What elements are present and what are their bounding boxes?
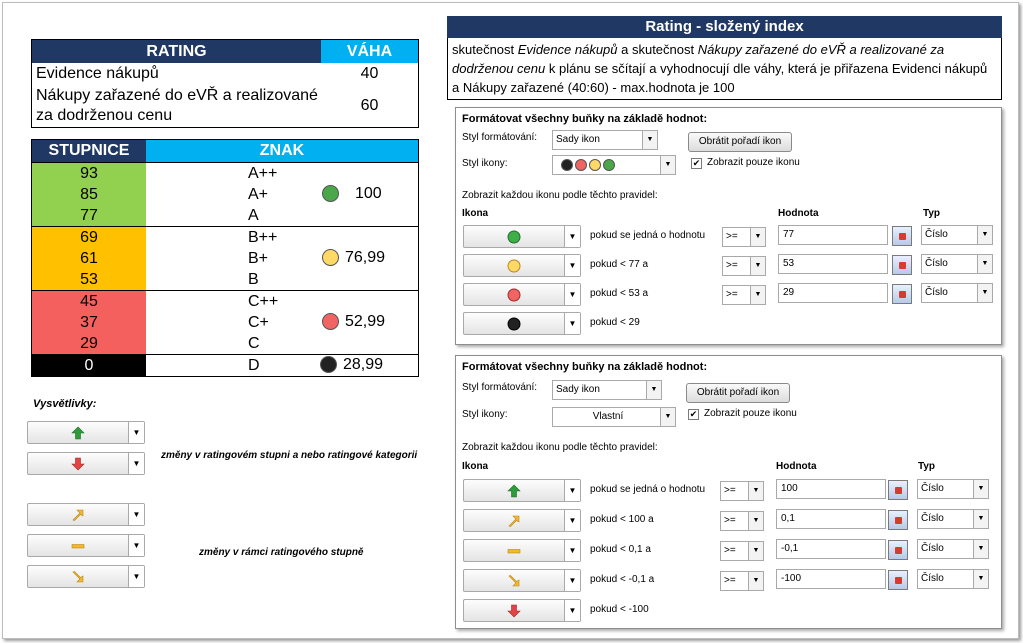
col-value: Hodnota [778, 208, 819, 219]
scale-mark: B [248, 271, 259, 288]
scale-band-values [32, 163, 146, 226]
type-select[interactable] [921, 254, 993, 274]
green-circle-icon [464, 230, 564, 244]
rules-label: Zobrazit každou ikonu podle těchto pravidel: [462, 190, 658, 201]
threshold-value: 76,99 [345, 248, 386, 266]
icon-style-value: Vlastní [592, 411, 624, 422]
desc-text: skutečnost [452, 42, 518, 57]
scale-number: 45 [80, 293, 98, 310]
operator-value: >= [726, 231, 738, 242]
yellow-dash-icon [71, 539, 85, 553]
chevron-down-icon: ▼ [660, 156, 675, 174]
type-value: Číslo [925, 287, 948, 298]
rule-condition: pokud < 77 a [590, 259, 649, 270]
arrow-upright-dropdown[interactable] [27, 503, 145, 526]
operator-select[interactable] [720, 481, 764, 501]
scale-band-threshold [322, 249, 385, 267]
chevron-down-icon: ▼ [564, 255, 580, 276]
figure-frame [2, 2, 1019, 639]
threshold-input[interactable]: -0,1 [776, 539, 886, 559]
icon-select[interactable] [463, 479, 581, 502]
desc-text: k plánu se sčítají a vyhodnocují dle váhy, která je přiřazena Evidenci nákupů a Nákupy zařazené (40:60) - max.hodnota je 100 [452, 61, 988, 95]
type-select[interactable] [917, 509, 989, 529]
style-format-value: Sady ikon [556, 384, 600, 395]
type-select[interactable] [917, 569, 989, 589]
format-rules-panel-2 [455, 355, 1002, 629]
composite-index-description [447, 38, 1002, 100]
chevron-down-icon: ▼ [973, 540, 988, 558]
yellow-up-right-arrow-icon [71, 508, 85, 522]
style-format-select[interactable] [552, 380, 662, 400]
operator-value: >= [724, 485, 736, 496]
reverse-icons-button[interactable]: Obrátit pořadí ikon [686, 383, 790, 403]
threshold-value: 28,99 [343, 355, 384, 373]
arrow-downright-dropdown[interactable] [27, 565, 145, 588]
chevron-down-icon: ▼ [642, 131, 657, 149]
chevron-down-icon: ▼ [564, 510, 580, 531]
chevron-down-icon: ▼ [748, 512, 763, 530]
rating-header: RATING [32, 40, 321, 63]
icon-style-label: Styl ikony: [462, 158, 508, 169]
scale-header: STUPNICE [32, 140, 146, 162]
scale-number: 29 [80, 335, 98, 352]
scale-number: 0 [84, 357, 94, 374]
chevron-down-icon: ▼ [973, 480, 988, 498]
yellow-dash-icon [464, 544, 564, 558]
rule-condition: pokud < 53 a [590, 288, 649, 299]
circle-icon [322, 249, 339, 266]
style-format-label: Styl formátování: [462, 132, 538, 143]
scale-number: 85 [80, 186, 98, 203]
scale-number: 53 [80, 271, 98, 288]
operator-value: >= [726, 289, 738, 300]
chevron-down-icon: ▼ [564, 226, 580, 247]
scale-mark: C++ [248, 293, 279, 310]
icon-select[interactable] [463, 569, 581, 592]
format-rules-panel-1 [455, 107, 1002, 345]
type-value: Číslo [921, 573, 944, 584]
rule-condition: pokud < 0,1 a [590, 544, 651, 555]
threshold-input[interactable]: 29 [778, 283, 888, 303]
red-down-arrow-icon [464, 604, 564, 618]
threshold-value: 52,99 [345, 312, 386, 330]
rating-row-weight: 40 [360, 65, 379, 82]
operator-select[interactable] [720, 571, 764, 591]
cell-picker-icon[interactable] [888, 510, 908, 530]
scale-band-threshold [322, 313, 385, 331]
style-format-select[interactable] [552, 130, 658, 150]
icon-select[interactable] [463, 599, 581, 622]
cell-picker-icon[interactable] [888, 570, 908, 590]
legend-note-within: změny v rámci ratingového stupně [199, 547, 364, 558]
scale-band-values [32, 355, 146, 376]
chevron-down-icon: ▼ [564, 540, 580, 561]
threshold-input[interactable]: 0,1 [776, 509, 886, 529]
chevron-down-icon: ▼ [564, 313, 580, 334]
chevron-down-icon: ▼ [977, 255, 992, 273]
rule-condition: pokud se jedná o hodnotu [590, 230, 706, 241]
rule-condition: pokud < -0,1 a [590, 574, 655, 585]
chevron-down-icon: ▼ [660, 408, 675, 426]
chevron-down-icon: ▼ [128, 566, 144, 587]
threshold-value: 100 [355, 184, 382, 202]
scale-band-marks [146, 227, 277, 290]
chevron-down-icon: ▼ [128, 504, 144, 525]
col-value: Hodnota [776, 461, 817, 472]
scale-number: 77 [80, 207, 98, 224]
col-icon: Ikona [462, 208, 489, 219]
type-select[interactable] [917, 539, 989, 559]
icon-style-select[interactable] [552, 155, 676, 175]
chevron-down-icon: ▼ [977, 226, 992, 244]
legend-title: Vysvětlivky: [33, 398, 97, 410]
chevron-down-icon: ▼ [750, 257, 765, 275]
col-type: Typ [923, 208, 941, 219]
icon-set-preview [561, 159, 615, 171]
scale-band-threshold [320, 356, 383, 374]
scale-mark: A+ [248, 186, 269, 203]
desc-italic: Evidence nákupů [517, 42, 618, 57]
yellow-up-right-arrow-icon [464, 514, 564, 528]
mark-header: ZNAK [146, 140, 418, 162]
scale-band [32, 354, 418, 376]
rule-condition: pokud < 29 [590, 317, 640, 328]
type-value: Číslo [925, 229, 948, 240]
yellow-down-right-arrow-icon [464, 574, 564, 588]
scale-band [32, 290, 418, 354]
scale-number: 37 [80, 314, 98, 331]
red-circle-icon [464, 288, 564, 302]
operator-select[interactable] [720, 511, 764, 531]
scale-band-threshold [322, 185, 382, 203]
threshold-input[interactable]: 100 [776, 479, 886, 499]
type-value: Číslo [921, 513, 944, 524]
scale-mark: B+ [248, 250, 269, 267]
cell-picker-icon[interactable] [892, 226, 912, 246]
rating-weight-table [31, 39, 419, 128]
yellow-circle-icon [464, 259, 564, 273]
reverse-icons-button[interactable]: Obrátit pořadí ikon [688, 132, 792, 152]
chevron-down-icon: ▼ [748, 572, 763, 590]
operator-value: >= [724, 515, 736, 526]
scale-band-marks [146, 291, 278, 354]
chevron-down-icon: ▼ [973, 510, 988, 528]
type-select[interactable] [917, 479, 989, 499]
type-value: Číslo [921, 483, 944, 494]
icon-style-select[interactable] [552, 407, 676, 427]
rule-condition: pokud se jedná o hodnotu [590, 484, 706, 495]
operator-value: >= [724, 575, 736, 586]
chevron-down-icon: ▼ [973, 570, 988, 588]
cell-picker-icon[interactable] [892, 255, 912, 275]
chevron-down-icon: ▼ [748, 542, 763, 560]
legend-note-category: změny v ratingovém stupni a nebo ratingové kategorii [161, 450, 418, 461]
operator-select[interactable] [722, 227, 766, 247]
black-circle-icon [464, 317, 564, 331]
show-icon-only-label: Zobrazit pouze ikonu [704, 408, 797, 419]
scale-number: 93 [80, 165, 98, 182]
threshold-input[interactable]: -100 [776, 569, 886, 589]
type-select[interactable] [921, 283, 993, 303]
rating-row-label: Evidence nákupů [36, 65, 159, 82]
yellow-down-right-arrow-icon [71, 570, 85, 584]
dash-dropdown[interactable] [27, 534, 145, 557]
weight-header: VÁHA [321, 40, 418, 63]
scale-mark: A++ [248, 165, 278, 182]
scale-number: 61 [80, 250, 98, 267]
type-value: Číslo [925, 258, 948, 269]
composite-index-title: Rating - složený index [447, 16, 1002, 38]
panel-title: Formátovat všechny buňky na základě hodnot: [462, 113, 708, 125]
red-circle-icon [575, 159, 587, 171]
red-down-arrow-icon [71, 457, 85, 471]
rating-row-weight: 60 [360, 97, 379, 114]
scale-mark: B++ [248, 229, 278, 246]
desc-italic: Nákupy zařazené do eVŘ a realizované za dodrženou cenu [452, 42, 945, 76]
green-up-arrow-icon [464, 484, 564, 498]
circle-icon [320, 356, 337, 373]
cell-picker-icon[interactable] [888, 480, 908, 500]
icon-select[interactable] [463, 539, 581, 562]
scale-band-marks [146, 355, 260, 376]
icon-select[interactable] [463, 254, 581, 277]
threshold-input[interactable]: 77 [778, 225, 888, 245]
chevron-down-icon: ▼ [128, 453, 144, 474]
operator-select[interactable] [720, 541, 764, 561]
style-format-label: Styl formátování: [462, 382, 538, 393]
chevron-down-icon: ▼ [748, 482, 763, 500]
operator-value: >= [726, 260, 738, 271]
scale-band-marks [146, 163, 277, 226]
scale-table [31, 139, 419, 377]
rules-label: Zobrazit každou ikonu podle těchto pravidel: [462, 442, 658, 453]
scale-mark: A [248, 207, 259, 224]
icon-select[interactable] [463, 283, 581, 306]
panel-title: Formátovat všechny buňky na základě hodnot: [462, 361, 708, 373]
operator-select[interactable] [722, 285, 766, 305]
scale-band [32, 162, 418, 226]
show-icon-only-checkbox[interactable]: ✔ [692, 158, 701, 168]
chevron-down-icon: ▼ [564, 570, 580, 591]
cell-picker-icon[interactable] [892, 284, 912, 304]
scale-band-values [32, 227, 146, 290]
col-icon: Ikona [462, 461, 489, 472]
icon-select[interactable] [463, 509, 581, 532]
operator-select[interactable] [722, 256, 766, 276]
show-icon-only-checkbox[interactable]: ✔ [689, 409, 698, 419]
col-type: Typ [918, 461, 936, 472]
scale-mark: C [248, 335, 260, 352]
scale-mark: D [248, 357, 260, 374]
desc-text: a skutečnost [617, 42, 698, 57]
arrow-down-dropdown[interactable] [27, 452, 145, 475]
black-circle-icon [561, 159, 573, 171]
show-icon-only-label: Zobrazit pouze ikonu [707, 157, 800, 168]
rule-condition: pokud < -100 [590, 604, 649, 615]
chevron-down-icon: ▼ [128, 422, 144, 443]
cell-picker-icon[interactable] [888, 540, 908, 560]
circle-icon [322, 185, 339, 202]
threshold-input[interactable]: 53 [778, 254, 888, 274]
chevron-down-icon: ▼ [564, 284, 580, 305]
green-up-arrow-icon [71, 426, 85, 440]
rating-row-label: Nákupy zařazené do eVŘ a realizované za dodrženou cenu [36, 87, 318, 124]
chevron-down-icon: ▼ [977, 284, 992, 302]
chevron-down-icon: ▼ [564, 600, 580, 621]
icon-style-label: Styl ikony: [462, 409, 508, 420]
type-value: Číslo [921, 543, 944, 554]
scale-number: 69 [80, 229, 98, 246]
scale-band-values [32, 291, 146, 354]
green-circle-icon [603, 159, 615, 171]
operator-value: >= [724, 545, 736, 556]
chevron-down-icon: ▼ [646, 381, 661, 399]
rule-condition: pokud < 100 a [590, 514, 654, 525]
chevron-down-icon: ▼ [128, 535, 144, 556]
icon-select[interactable] [463, 225, 581, 248]
chevron-down-icon: ▼ [564, 480, 580, 501]
style-format-value: Sady ikon [556, 134, 600, 145]
chevron-down-icon: ▼ [750, 286, 765, 304]
arrow-up-dropdown[interactable] [27, 421, 145, 444]
yellow-circle-icon [589, 159, 601, 171]
type-select[interactable] [921, 225, 993, 245]
scale-mark: C+ [248, 314, 269, 331]
circle-icon [322, 313, 339, 330]
icon-select[interactable] [463, 312, 581, 335]
chevron-down-icon: ▼ [750, 228, 765, 246]
scale-band [32, 226, 418, 290]
